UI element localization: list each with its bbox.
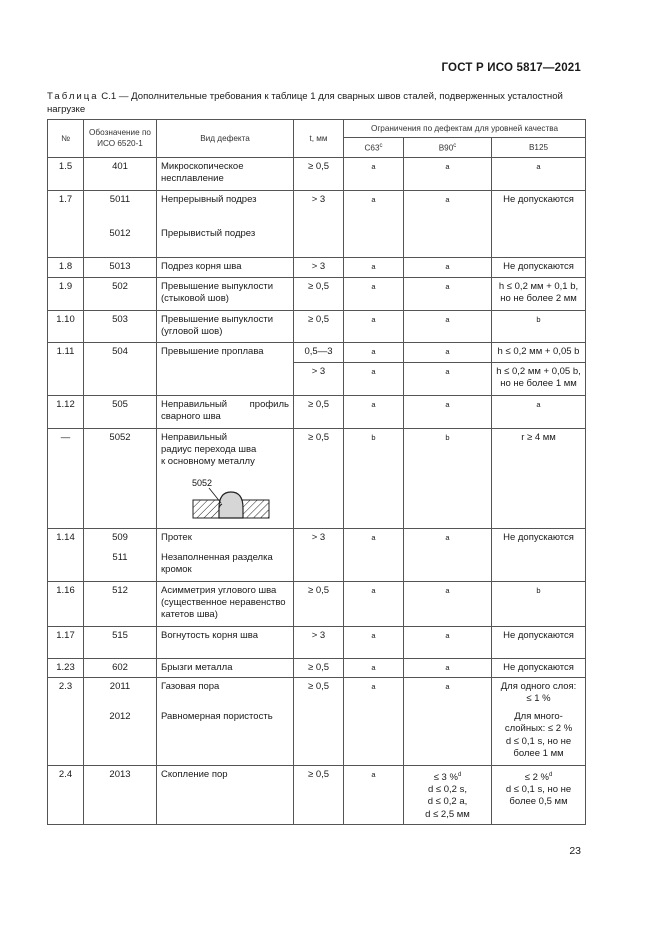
header-c63: $С63^с$ bbox=[344, 138, 404, 158]
table-row: — 5052 Неправильный радиус перехода шва к основному металлу 5052 ≥ 0,5 b b r ≥ 4 мм bbox=[48, 428, 586, 528]
header-designation: Обозначение по ИСО 6520-1 bbox=[84, 120, 157, 158]
document-code: ГОСТ Р ИСО 5817—2021 bbox=[441, 62, 581, 74]
table-row: 1.14 509 511 Протек Незаполненная разделка кромок > 3 a a Не допускаются bbox=[48, 528, 586, 581]
header-b90: $В90^с$ bbox=[404, 138, 492, 158]
table-row: 1.12 505 Неправильный профиль сварного шва ≥ 0,5 a a a bbox=[48, 395, 586, 428]
figure-label: 5052 bbox=[192, 478, 213, 489]
weld-bead bbox=[219, 492, 243, 518]
table-row: 1.8 5013 Подрез корня шва > 3 a a Не допускаются bbox=[48, 257, 586, 277]
header-limits: Ограничения по дефектам для уровней качества bbox=[344, 120, 586, 138]
table-row: 1.5 401 Микроскопическое несплавление ≥ 0,5 a a a bbox=[48, 157, 586, 190]
table-row: 1.11 504 Превышение проплава 0,5—3 a a h ≤ 0,2 мм + 0,05 b bbox=[48, 342, 586, 362]
caption-label: Таблица bbox=[47, 91, 99, 102]
table-header-row bbox=[48, 120, 586, 138]
footnote-mark: с bbox=[379, 143, 383, 149]
table-caption bbox=[47, 91, 587, 116]
table-row: 1.17 515 Вогнутость корня шва > 3 a a Не допускаются bbox=[48, 626, 586, 658]
table-row: 2.3 2011 2012 Газовая пора Равномерная пористость ≥ 0,5 a a Для одного слоя: ≤ 1 % Для много- слойных: ≤ 2 % d ≤ 0,1 s, но не более 1 мм bbox=[48, 677, 586, 765]
table-row: 1.10 503 Превышение выпуклости (угловой шов) ≥ 0,5 a a b bbox=[48, 310, 586, 342]
table-row: 1.7 5011 5012 Непрерывный подрез Прерывистый подрез > 3 a a Не допускаются bbox=[48, 190, 586, 257]
weld-profile-figure bbox=[189, 476, 273, 520]
table-row: 2.4 2013 Скопление пор ≥ 0,5 a ≤ 3 %$^d$ d ≤ 0,2 s, d ≤ 0,2 a, d ≤ 2,5 мм ≤ 2 %$^d$ d ≤ 0,1 s, но не более 0,5 мм bbox=[48, 765, 586, 824]
table-row: > 3 a a h ≤ 0,2 мм + 0,05 b, но не более 1 мм bbox=[48, 362, 586, 395]
table-row: 1.23 602 Брызги металла ≥ 0,5 a a Не допускаются bbox=[48, 658, 586, 677]
header-defect: Вид дефекта bbox=[157, 120, 294, 158]
header-t: t, мм bbox=[294, 120, 344, 158]
requirements-table bbox=[47, 119, 586, 825]
caption-text: — Дополнительные требования к таблице 1 для сварных швов сталей, подверженных усталостной нагрузке bbox=[47, 91, 563, 115]
page-number: 23 bbox=[569, 845, 581, 857]
caption-number: С.1 bbox=[101, 91, 117, 102]
header-no: № bbox=[48, 120, 84, 158]
table-row: 1.16 512 Асимметрия углового шва (существенное неравенство катетов шва) ≥ 0,5 a a b bbox=[48, 581, 586, 626]
table-row: 1.9 502 Превышение выпуклости (стыковой шов) ≥ 0,5 a a h ≤ 0,2 мм + 0,1 b, но не более 2 мм bbox=[48, 277, 586, 310]
header-b125: В125 bbox=[492, 138, 586, 158]
footnote-mark: с bbox=[453, 143, 457, 149]
